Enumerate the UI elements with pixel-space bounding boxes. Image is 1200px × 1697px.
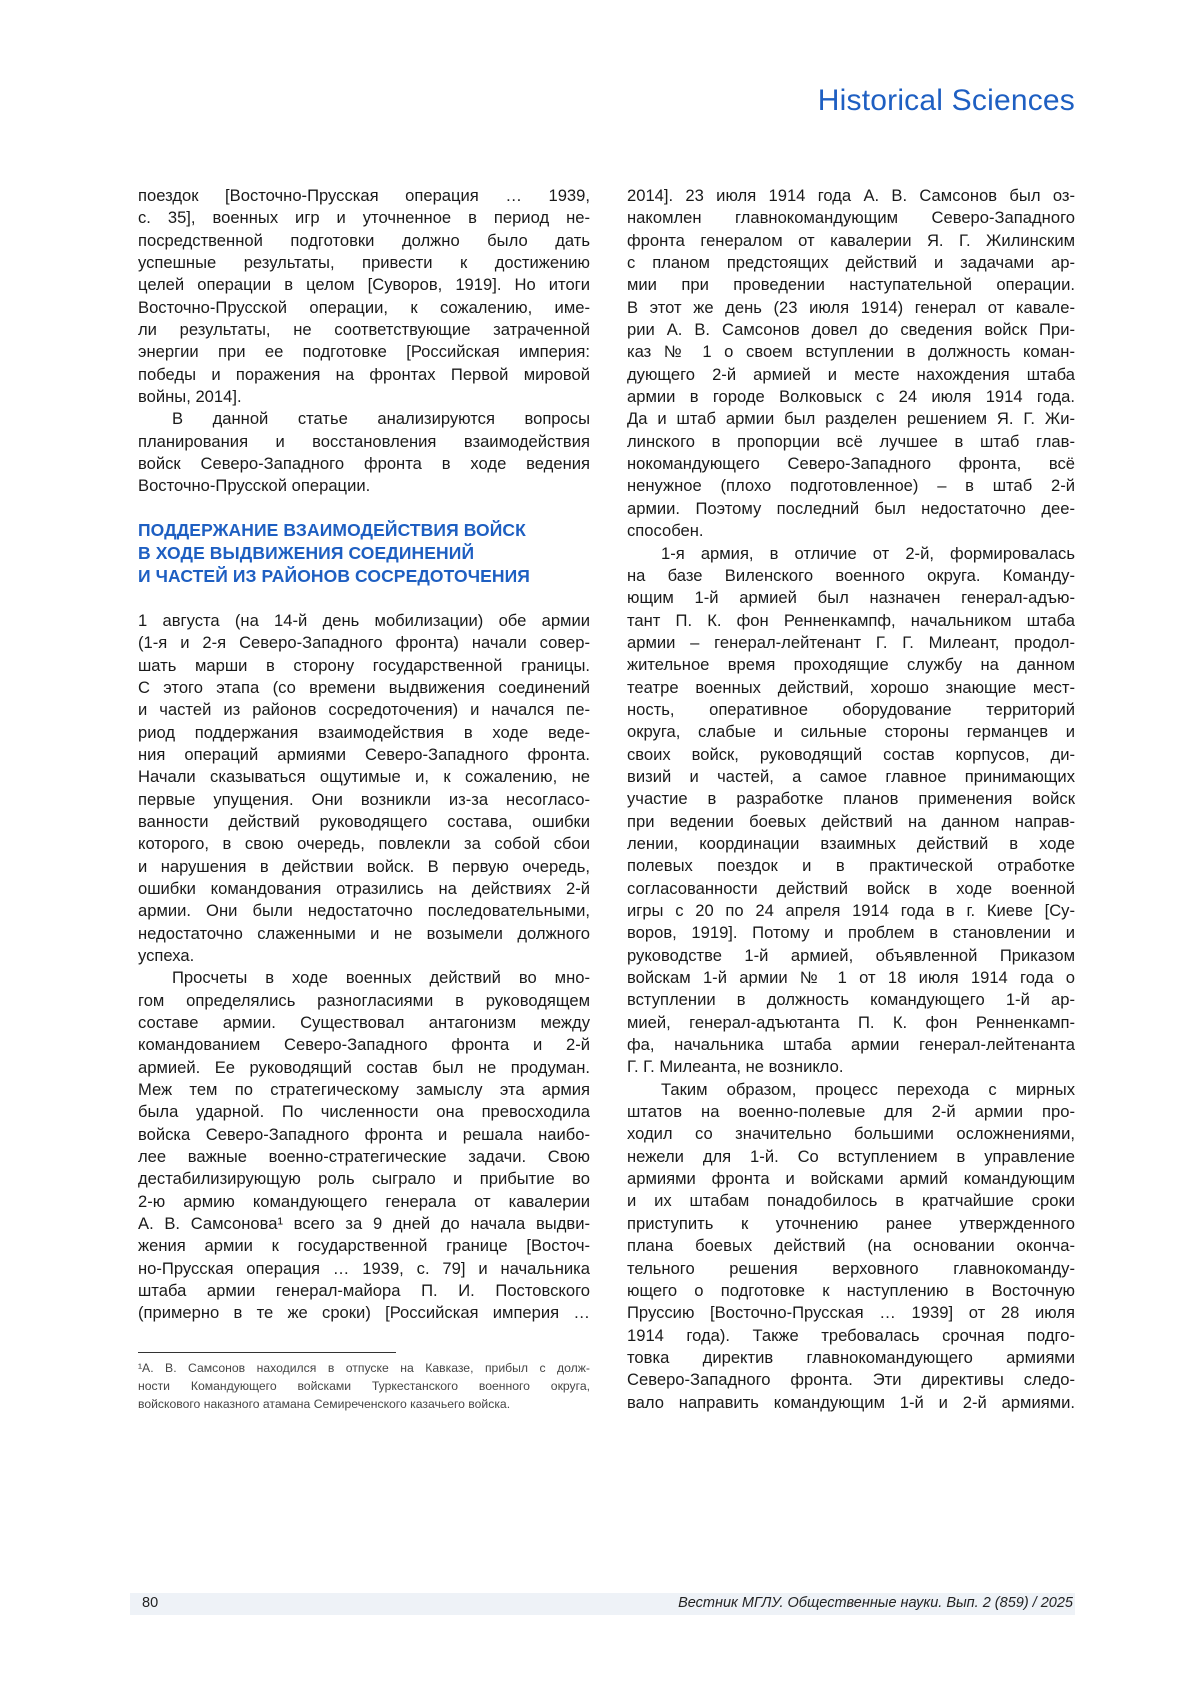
text-line: Восточно-Прусской операции. [138, 475, 590, 497]
footnote [138, 1359, 590, 1413]
text-line: Таким образом, процесс перехода с мирных [627, 1079, 1075, 1101]
text-line: ванности действий руководящего состава, ошибки [138, 811, 590, 833]
text-line: ошибки командования отразились на действиях 2-й [138, 878, 590, 900]
text-line: полевых поездок и в практической отработке [627, 855, 1075, 877]
text-line: Восточно-Прусской операции, к сожалению, име- [138, 297, 590, 319]
text-line: линского в пропорции всё лучшее в штаб глав- [627, 431, 1075, 453]
text-line: Начали сказываться ощутимые и, к сожалению, не [138, 766, 590, 788]
paragraph [138, 967, 590, 1325]
text-line: армии в городе Волковыск с 24 июля 1914 года. [627, 386, 1075, 408]
text-line: армии – генерал-лейтенант Г. Г. Милеант, продол- [627, 632, 1075, 654]
text-line: каз № 1 о своем вступлении в должность коман- [627, 341, 1075, 363]
section-title: Historical Sciences [818, 84, 1075, 118]
left-column [138, 185, 590, 1325]
footnote-line: ¹А. В. Самсонов находился в отпуске на Кавказе, прибыл с долж- [138, 1359, 590, 1377]
text-line: Просчеты в ходе военных действий во мно- [138, 967, 590, 989]
text-line: недостаточно слаженными и не возымели должного [138, 923, 590, 945]
paragraph [627, 185, 1075, 543]
text-line: армией. Ее руководящий состав был не продуман. [138, 1057, 590, 1079]
text-line: согласованности действий войск в ходе военной [627, 878, 1075, 900]
text-line: дующего 2-й армией и месте нахождения штаба [627, 364, 1075, 386]
text-line: первые упущения. Они возникли из-за несогласо- [138, 789, 590, 811]
text-line: ненужное (плохо подготовленное) – в штаб 2-й [627, 475, 1075, 497]
text-line: тант П. К. фон Ренненкампф, начальником штаба [627, 610, 1075, 632]
left-before-heading [138, 185, 590, 498]
text-line: планирования и восстановления взаимодействия [138, 431, 590, 453]
text-line: командованием Северо-Западного фронта и 2-й [138, 1034, 590, 1056]
heading-line: ПОДДЕРЖАНИЕ ВЗАИМОДЕЙСТВИЯ ВОЙСК [138, 519, 590, 542]
text-line: посредственной подготовки должно было дать [138, 230, 590, 252]
text-line: армии. Поэтому последний был недостаточно дее- [627, 498, 1075, 520]
text-line: войск Северо-Западного фронта в ходе ведения [138, 453, 590, 475]
text-line: ходил со значительно большими осложнениями, [627, 1123, 1075, 1145]
text-line: (примерно в те же сроки) [Российская империя … [138, 1302, 590, 1324]
text-line: игры с 20 по 24 апреля 1914 года в г. Киеве [Су- [627, 900, 1075, 922]
section-heading [138, 519, 590, 588]
text-line: войска Северо-Западного фронта и решала наибо- [138, 1124, 590, 1146]
left-after-heading [138, 610, 590, 1325]
text-line: фа, начальника штаба армии генерал-лейтенанта [627, 1034, 1075, 1056]
text-line: участие в разработке планов применения войск [627, 788, 1075, 810]
text-line: штатов на военно-полевые для 2-й армии про- [627, 1101, 1075, 1123]
text-line: с. 35], военных игр и уточненное в период не- [138, 207, 590, 229]
journal-title: Вестник МГЛУ. Общественные науки. Вып. 2 (859) / 2025 [678, 1595, 1073, 1611]
text-line: энергии при ее подготовке [Российская империя: [138, 341, 590, 363]
text-line: успеха. [138, 945, 590, 967]
text-line: при ведении боевых действий на данном направ- [627, 811, 1075, 833]
text-line: штаба армии генерал-майора П. И. Постовского [138, 1280, 590, 1302]
text-line: жения армии к государственной границе [Восточ- [138, 1235, 590, 1257]
text-line: Да и штаб армии был разделен решением Я. Г. Жи- [627, 408, 1075, 430]
footnote-divider [138, 1352, 396, 1353]
paragraph [138, 185, 590, 408]
text-line: дестабилизирующую роль сыграло и прибытие во [138, 1168, 590, 1190]
footnote-line: ности Командующего войсками Туркестанского военного округа, [138, 1377, 590, 1395]
text-line: армиями фронта и войсками армий командующим [627, 1168, 1075, 1190]
text-line: войскам 1-й армии № 1 от 18 июля 1914 года о [627, 967, 1075, 989]
text-line: лее важные военно-стратегические задачи. Свою [138, 1146, 590, 1168]
text-line: театре военных действий, хорошо знающие мест- [627, 677, 1075, 699]
text-line: фронта генералом от кавалерии Я. Г. Жилинским [627, 230, 1075, 252]
text-line: с планом предстоящих действий и задачами ар- [627, 252, 1075, 274]
text-line: воров, 1919]. Потому и проблем в становлении и [627, 922, 1075, 944]
text-line: но-Прусская операция … 1939, с. 79] и начальника [138, 1258, 590, 1280]
right-body [627, 185, 1075, 1414]
paragraph [138, 408, 590, 497]
text-line: была ударной. По численности она превосходила [138, 1101, 590, 1123]
text-line: 1914 года). Также требовалась срочная подго- [627, 1325, 1075, 1347]
text-line: шать марши в сторону государственной границы. [138, 655, 590, 677]
text-line: на базе Виленского военного округа. Команду- [627, 565, 1075, 587]
text-line: и нарушения в действии войск. В первую очередь, [138, 856, 590, 878]
text-line: ющим 1-й армией был назначен генерал-адъю- [627, 587, 1075, 609]
footnote-line: войскового наказного атамана Семиреченского казачьего войска. [138, 1395, 590, 1413]
page-number: 80 [142, 1595, 158, 1611]
text-line: и их штабам понадобилось в кратчайшие сроки [627, 1190, 1075, 1212]
text-line: 2-ю армию командующего генерала от кавалерии [138, 1191, 590, 1213]
page-footer [130, 1593, 1075, 1615]
heading-line: И ЧАСТЕЙ ИЗ РАЙОНОВ СОСРЕДОТОЧЕНИЯ [138, 565, 590, 588]
text-line: победы и поражения на фронтах Первой мировой [138, 364, 590, 386]
text-line: товка директив главнокомандующего армиями [627, 1347, 1075, 1369]
text-line: рии А. В. Самсонов довел до сведения войск При- [627, 319, 1075, 341]
text-line: тельного решения верховного главнокоманду- [627, 1258, 1075, 1280]
text-line: ли результаты, не соответствующие затраченной [138, 319, 590, 341]
text-line: визий и частей, а самое главное принимающих [627, 766, 1075, 788]
paragraph [138, 610, 590, 968]
text-line: составе армии. Существовал антагонизм между [138, 1012, 590, 1034]
text-line: армии. Они были недостаточно последовательными, [138, 900, 590, 922]
text-line: накомлен главнокомандующим Северо-Западного [627, 207, 1075, 229]
text-line: 1 августа (на 14-й день мобилизации) обе армии [138, 610, 590, 632]
paragraph [627, 543, 1075, 1079]
text-line: гом определялись разногласиями в руководящем [138, 990, 590, 1012]
text-line: Пруссию [Восточно-Прусская … 1939] от 28 июля [627, 1302, 1075, 1324]
text-line: лении, координации взаимных действий в ходе [627, 833, 1075, 855]
text-line: войны, 2014]. [138, 386, 590, 408]
text-line: Меж тем по стратегическому замыслу эта армия [138, 1079, 590, 1101]
text-line: В этот же день (23 июля 1914) генерал от кавале- [627, 297, 1075, 319]
text-line: и частей из районов сосредоточения) и начался пе- [138, 699, 590, 721]
text-line: нежели для 1-й. Со вступлением в управление [627, 1146, 1075, 1168]
text-line: приступить к уточнению ранее утвержденного [627, 1213, 1075, 1235]
text-line: вало направить командующим 1-й и 2-й армиями. [627, 1392, 1075, 1414]
heading-line: В ХОДЕ ВЫДВИЖЕНИЯ СОЕДИНЕНИЙ [138, 542, 590, 565]
text-line: жительное время проходящие службу на данном [627, 654, 1075, 676]
text-line: способен. [627, 520, 1075, 542]
text-line: успешные результаты, привести к достижению [138, 252, 590, 274]
text-line: риод поддержания взаимодействия в ходе веде- [138, 722, 590, 744]
right-column [627, 185, 1075, 1414]
text-line: ность, оперативное оборудование территорий [627, 699, 1075, 721]
text-line: мией, генерал-адъютанта П. К. фон Ренненкамп- [627, 1012, 1075, 1034]
text-line: Г. Г. Милеанта, не возникло. [627, 1056, 1075, 1078]
text-line: которого, в свою очередь, повлекли за собой сбои [138, 833, 590, 855]
text-line: плана боевых действий (на основании оконча- [627, 1235, 1075, 1257]
text-line: ющего о подготовке к наступлению в Восточную [627, 1280, 1075, 1302]
text-line: 2014]. 23 июля 1914 года А. В. Самсонов был оз- [627, 185, 1075, 207]
text-line: ния операций армиями Северо-Западного фронта. [138, 744, 590, 766]
text-line: округа, слабые и сильные стороны германцев и [627, 721, 1075, 743]
text-line: (1-я и 2-я Северо-Западного фронта) начали совер- [138, 632, 590, 654]
text-line: С этого этапа (со времени выдвижения соединений [138, 677, 590, 699]
paragraph [627, 1079, 1075, 1414]
text-line: Северо-Западного фронта. Эти директивы следо- [627, 1369, 1075, 1391]
text-line: своих войск, руководящий состав корпусов, ди- [627, 744, 1075, 766]
text-line: целей операции в целом [Суворов, 1919]. Но итоги [138, 274, 590, 296]
text-line: В данной статье анализируются вопросы [138, 408, 590, 430]
text-line: 1-я армия, в отличие от 2-й, формировалась [627, 543, 1075, 565]
text-line: поездок [Восточно-Прусская операция … 1939, [138, 185, 590, 207]
text-line: А. В. Самсонова¹ всего за 9 дней до начала выдви- [138, 1213, 590, 1235]
text-line: мии при проведении наступательной операции. [627, 274, 1075, 296]
text-line: руководстве 1-й армией, объявленной Приказом [627, 945, 1075, 967]
text-line: вступлении в должность командующего 1-й ар- [627, 989, 1075, 1011]
text-line: нокомандующего Северо-Западного фронта, всё [627, 453, 1075, 475]
